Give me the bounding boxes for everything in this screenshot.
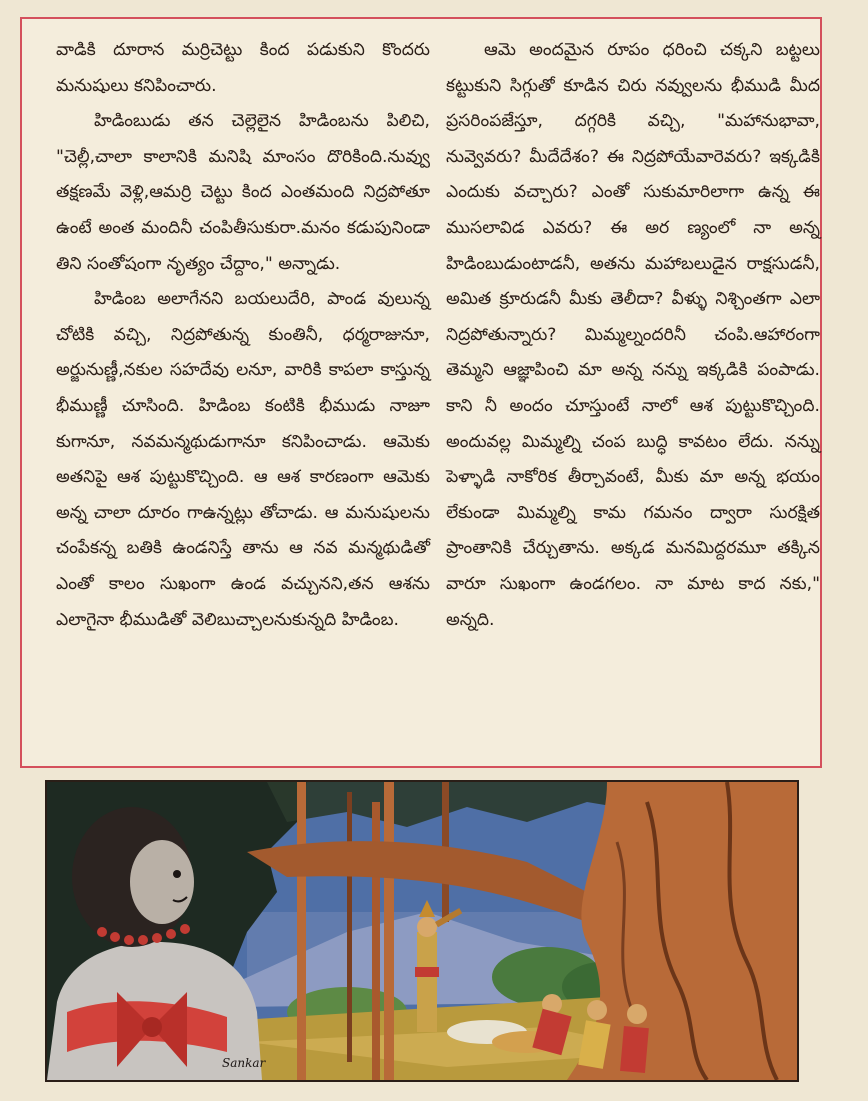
story-illustration [45,780,799,1082]
story-paragraph: ఆమె అందమైన రూపం ధరించి చక్కని బట్టలు కట్టుకుని సిగ్గుతో కూడిన చిరు నవ్వులను భీముడి మీద ప్రసరింపజేస్తూ, దగ్గరికి వచ్చి, "మహానుభావా, నువ్వెవరు? మీదేదేశం? ఈ నిద్రపోయేవారెవరు? ఇక్కడికి ఎందుకు వచ్చారు? ఎంతో సుకుమారిలాగా ఉన్న ఈ ముసలావిడ ఎవరు? ఈ అర ణ్యంలో నా అన్న హిడింబుడుంటాడనీ, అతను మహాబలుడైన రాక్షసుడనీ, అమిత క్రూరుడనీ మీకు తెలీదా? వీళ్ళు నిశ్చింతగా ఎలా నిద్రపోతున్నారు? మిమ్మల్నందరినీ చంపి.ఆహారంగా తెమ్మని ఆజ్ఞాపించి మా అన్న నన్ను ఇక్కడికి పంపాడు. కాని నీ అందం చూస్తుంటే నాలో ఆశ పుట్టుకొచ్చింది. అందువల్ల మిమ్మల్ని చంప బుద్ధి కావటం లేదు. నన్ను పెళ్ళాడి నాకోరిక తీర్చావంటే, మీకు మా అన్న భయం లేకుండా మిమ్మల్ని కామ గమనం ద్వారా సురక్షిత ప్రాంతానికి చేర్చుతాను. అక్కడ మనమిద్దరమూ తక్కిన వారూ సుఖంగా ఉండగలం. నా మాట కాద నకు," అన్నది. [446,40,820,630]
artist-signature: Sankar [222,1056,266,1070]
story-paragraph: వాడికి దూరాన మర్రిచెట్టు కింద పడుకుని కొందరు మనుషులు కనిపించారు. [56,40,430,96]
story-text-frame [20,17,822,768]
story-right-column [446,33,820,638]
story-paragraph: హిడింబ అలాగేనని బయలుదేరి, పాండ వులున్న చోటికి వచ్చి, నిద్రపోతున్న కుంతినీ, ధర్మరాజునూ, అర్జునుణ్ణీ,నకుల సహదేవు లనూ, వారికి కాపలా కాస్తున్న భీముణ్ణీ చూసింది. హిడింబ కంటికి భీముడు నాజూ కుగానూ, నవమన్మథుడుగానూ కనిపించాడు. ఆమెకు అతనిపై ఆశ పుట్టుకొచ్చింది. ఆ ఆశ కారణంగా ఆమెకు అన్న చాలా దూరం గాఉన్నట్లు తోచాడు. ఆ మనుషులను చంపేకన్న బతికి ఉండనిస్తే తాను ఆ నవ మన్మథుడితో ఎంతో కాలం సుఖంగా ఉండ వచ్చునని,తన ఆశను ఎలాగైనా భీముడితో వెలిబుచ్చాలనుకున్నది హిడింబ. [56,289,430,630]
story-paragraph: హిడింబుడు తన చెల్లెలైన హిడింబను పిలిచి, "చెల్లీ,చాలా కాలానికి మనిషి మాంసం దొరికింది.నువ్వు తక్షణమే వెళ్లి,ఆమర్రి చెట్టు కింద ఎంతమంది నిద్రపోతూ ఉంటే అంత మందినీ చంపితీసుకురా.మనం కడుపునిండా తిని సంతోషంగా నృత్యం చేద్దాం," అన్నాడు. [56,111,430,274]
story-left-column [56,33,430,638]
aerial-root [297,782,306,1080]
